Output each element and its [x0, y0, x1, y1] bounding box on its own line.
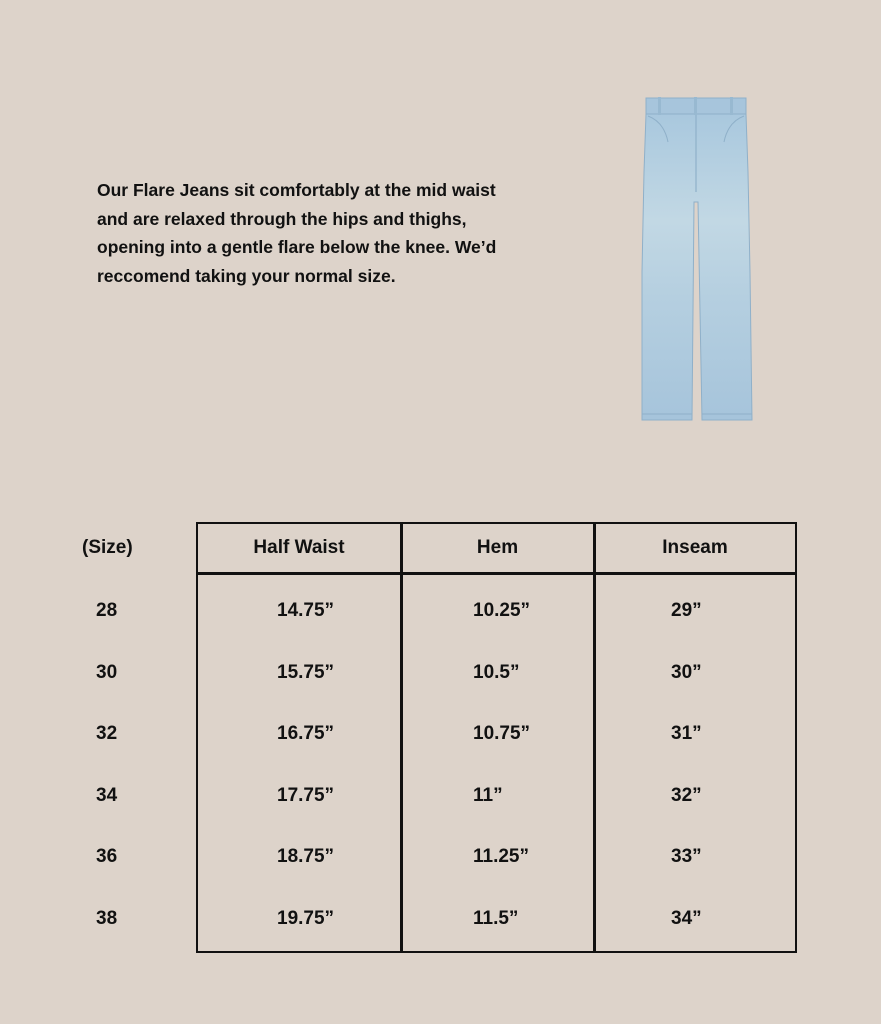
inseam-cell: 32”	[671, 785, 702, 806]
hem-cell: 11”	[473, 785, 503, 806]
inseam-cell: 31”	[671, 723, 702, 744]
inseam-cell: 33”	[671, 846, 702, 867]
size-column-header: (Size)	[82, 537, 133, 558]
half-waist-cell: 15.75”	[277, 662, 335, 683]
header-inseam: Inseam	[662, 537, 728, 558]
column-divider	[593, 522, 596, 953]
hem-cell: 10.25”	[473, 600, 531, 621]
description-line: reccomend taking your normal size.	[97, 265, 396, 286]
half-waist-cell: 16.75”	[277, 723, 335, 744]
inseam-cell: 30”	[671, 662, 702, 683]
header-divider	[196, 572, 797, 575]
description-line: Our Flare Jeans sit comfortably at the mid waist	[97, 180, 496, 200]
size-28: 28	[96, 600, 118, 621]
inseam-cell: 34”	[671, 908, 702, 929]
size-30: 30	[96, 662, 118, 683]
hem-cell: 11.5”	[473, 908, 519, 929]
inseam-cell: 29”	[671, 600, 702, 621]
size-34: 34	[96, 785, 118, 806]
half-waist-cell: 19.75”	[277, 908, 335, 929]
fit-description	[97, 176, 557, 290]
column-divider	[400, 522, 403, 953]
size-38: 38	[96, 908, 118, 929]
hem-cell: 10.5”	[473, 662, 520, 683]
flare-jeans-icon	[630, 92, 760, 427]
hem-cell: 10.75”	[473, 723, 531, 744]
header-hem: Hem	[476, 537, 519, 558]
hem-cell: 11.25”	[473, 846, 529, 867]
size-36: 36	[96, 846, 118, 867]
half-waist-cell: 14.75”	[277, 600, 335, 621]
size-32: 32	[96, 723, 118, 744]
description-line: opening into a gentle flare below the knee. We’d	[97, 237, 497, 258]
header-half-waist: Half Waist	[253, 537, 345, 558]
half-waist-cell: 18.75”	[277, 846, 335, 867]
description-line: and are relaxed through the hips and thighs,	[97, 208, 467, 229]
half-waist-cell: 17.75”	[277, 785, 335, 806]
